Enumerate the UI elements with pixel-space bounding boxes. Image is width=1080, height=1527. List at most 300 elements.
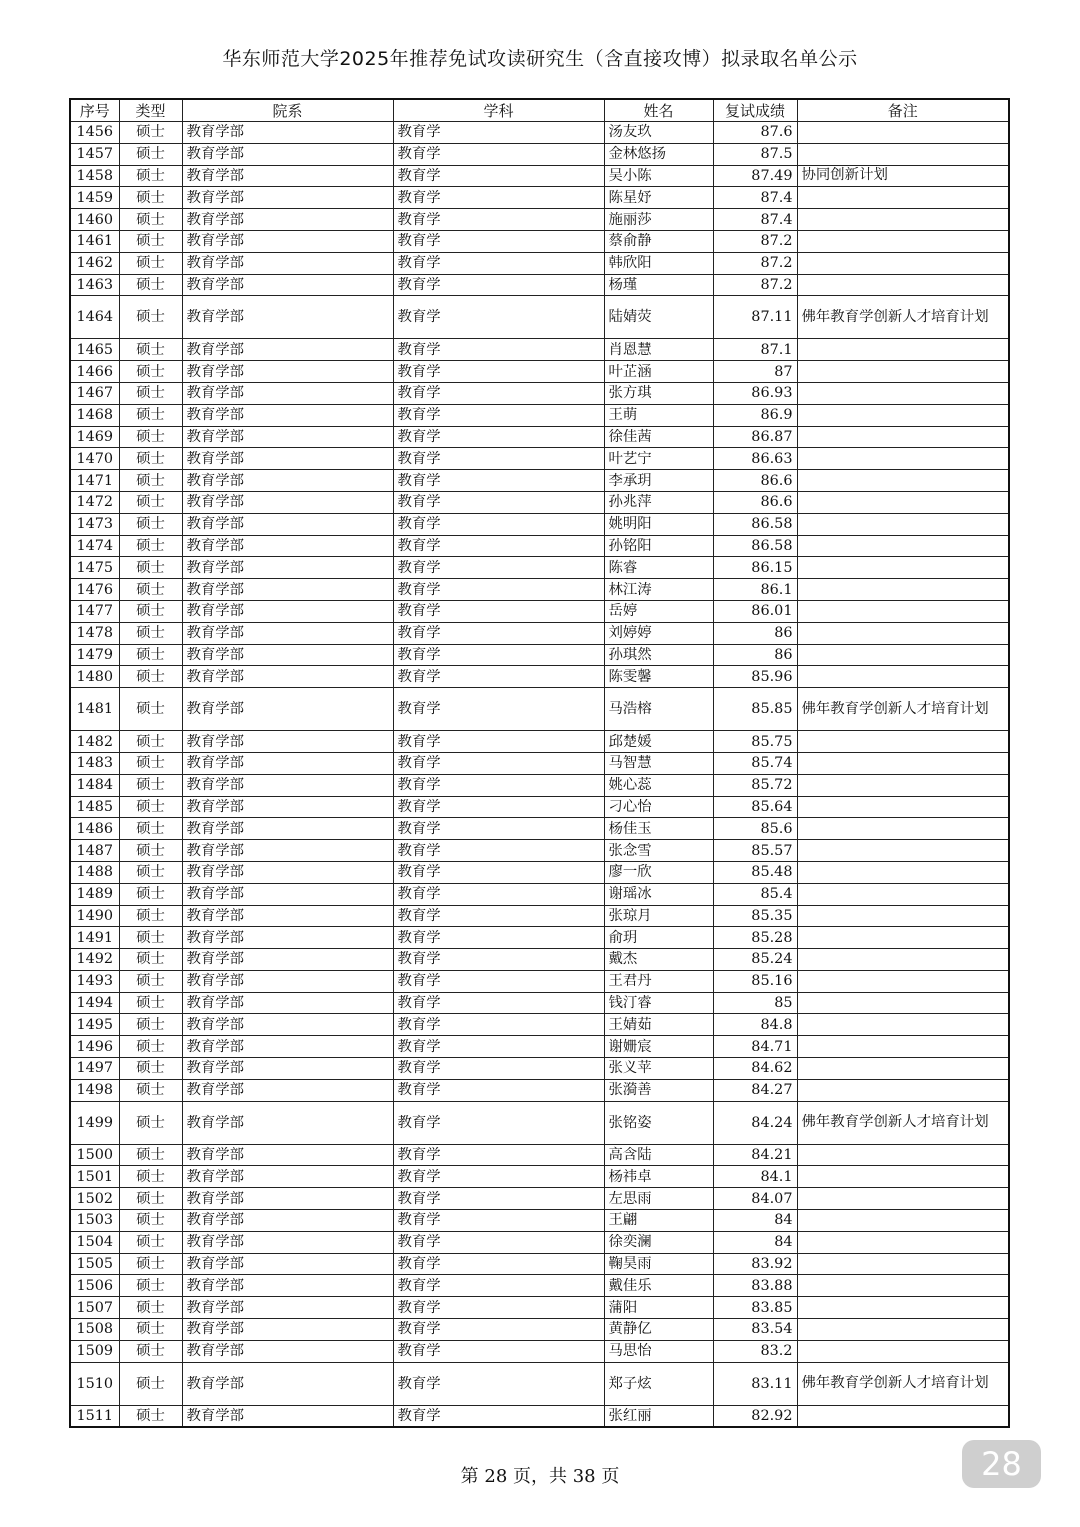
cell-dept: 教育学部 bbox=[182, 688, 393, 731]
table-row bbox=[70, 905, 1009, 927]
table-row bbox=[70, 752, 1009, 774]
cell-no: 1493 bbox=[70, 970, 119, 992]
cell-subject: 教育学 bbox=[393, 1166, 604, 1188]
cell-remark bbox=[797, 1079, 1009, 1101]
table-row bbox=[70, 1058, 1009, 1080]
table-row bbox=[70, 143, 1009, 165]
cell-subject: 教育学 bbox=[393, 949, 604, 971]
cell-dept: 教育学部 bbox=[182, 470, 393, 492]
cell-score: 87.49 bbox=[713, 165, 797, 187]
table-row bbox=[70, 1340, 1009, 1362]
table-row bbox=[70, 1231, 1009, 1253]
cell-remark bbox=[797, 1014, 1009, 1036]
cell-score: 84.07 bbox=[713, 1188, 797, 1210]
cell-no: 1480 bbox=[70, 666, 119, 688]
cell-no: 1463 bbox=[70, 274, 119, 296]
cell-score: 83.2 bbox=[713, 1340, 797, 1362]
cell-remark bbox=[797, 949, 1009, 971]
cell-subject: 教育学 bbox=[393, 1405, 604, 1427]
cell-score: 85.4 bbox=[713, 883, 797, 905]
cell-no: 1490 bbox=[70, 905, 119, 927]
admission-table-container bbox=[69, 98, 1008, 1428]
cell-remark: 佛年教育学创新人才培育计划 bbox=[797, 688, 1009, 731]
cell-name: 陆婧荧 bbox=[604, 296, 713, 339]
cell-no: 1471 bbox=[70, 470, 119, 492]
cell-name: 张方琪 bbox=[604, 382, 713, 404]
cell-remark bbox=[797, 404, 1009, 426]
cell-remark bbox=[797, 1405, 1009, 1427]
cell-no: 1473 bbox=[70, 513, 119, 535]
cell-remark bbox=[797, 448, 1009, 470]
cell-remark: 佛年教育学创新人才培育计划 bbox=[797, 1101, 1009, 1144]
cell-remark: 佛年教育学创新人才培育计划 bbox=[797, 1362, 1009, 1405]
table-row bbox=[70, 426, 1009, 448]
cell-dept: 教育学部 bbox=[182, 1297, 393, 1319]
cell-remark bbox=[797, 622, 1009, 644]
table-row bbox=[70, 927, 1009, 949]
cell-remark bbox=[797, 992, 1009, 1014]
cell-no: 1468 bbox=[70, 404, 119, 426]
cell-score: 83.54 bbox=[713, 1319, 797, 1341]
cell-subject: 教育学 bbox=[393, 861, 604, 883]
table-row bbox=[70, 1079, 1009, 1101]
cell-name: 姚心蕊 bbox=[604, 774, 713, 796]
cell-remark bbox=[797, 1275, 1009, 1297]
cell-score: 84 bbox=[713, 1231, 797, 1253]
cell-score: 84.27 bbox=[713, 1079, 797, 1101]
cell-score: 87.1 bbox=[713, 339, 797, 361]
cell-dept: 教育学部 bbox=[182, 1188, 393, 1210]
cell-dept: 教育学部 bbox=[182, 361, 393, 383]
cell-subject: 教育学 bbox=[393, 1036, 604, 1058]
cell-subject: 教育学 bbox=[393, 143, 604, 165]
cell-name: 陈星妤 bbox=[604, 187, 713, 209]
cell-score: 87.2 bbox=[713, 252, 797, 274]
cell-remark bbox=[797, 883, 1009, 905]
cell-score: 83.92 bbox=[713, 1253, 797, 1275]
table-row bbox=[70, 491, 1009, 513]
cell-name: 施丽莎 bbox=[604, 209, 713, 231]
cell-type: 硕士 bbox=[119, 252, 182, 274]
table-row bbox=[70, 666, 1009, 688]
cell-dept: 教育学部 bbox=[182, 426, 393, 448]
cell-type: 硕士 bbox=[119, 1036, 182, 1058]
cell-name: 蒲阳 bbox=[604, 1297, 713, 1319]
cell-score: 86.9 bbox=[713, 404, 797, 426]
cell-remark bbox=[797, 1036, 1009, 1058]
cell-name: 岳婷 bbox=[604, 600, 713, 622]
cell-name: 马思怡 bbox=[604, 1340, 713, 1362]
cell-no: 1500 bbox=[70, 1144, 119, 1166]
cell-score: 83.88 bbox=[713, 1275, 797, 1297]
cell-type: 硕士 bbox=[119, 209, 182, 231]
cell-subject: 教育学 bbox=[393, 361, 604, 383]
cell-no: 1461 bbox=[70, 230, 119, 252]
cell-name: 吴小陈 bbox=[604, 165, 713, 187]
cell-remark bbox=[797, 122, 1009, 144]
cell-no: 1482 bbox=[70, 731, 119, 753]
cell-remark bbox=[797, 470, 1009, 492]
cell-no: 1481 bbox=[70, 688, 119, 731]
cell-subject: 教育学 bbox=[393, 230, 604, 252]
cell-dept: 教育学部 bbox=[182, 731, 393, 753]
cell-no: 1497 bbox=[70, 1058, 119, 1080]
cell-remark bbox=[797, 1319, 1009, 1341]
cell-type: 硕士 bbox=[119, 1144, 182, 1166]
table-row bbox=[70, 1036, 1009, 1058]
cell-subject: 教育学 bbox=[393, 774, 604, 796]
cell-score: 87.5 bbox=[713, 143, 797, 165]
table-row bbox=[70, 209, 1009, 231]
cell-remark bbox=[797, 840, 1009, 862]
cell-dept: 教育学部 bbox=[182, 535, 393, 557]
cell-subject: 教育学 bbox=[393, 426, 604, 448]
cell-score: 86.01 bbox=[713, 600, 797, 622]
col-header-dept: 院系 bbox=[182, 99, 393, 122]
cell-no: 1510 bbox=[70, 1362, 119, 1405]
cell-dept: 教育学部 bbox=[182, 840, 393, 862]
cell-type: 硕士 bbox=[119, 1362, 182, 1405]
cell-type: 硕士 bbox=[119, 274, 182, 296]
cell-name: 俞玥 bbox=[604, 927, 713, 949]
cell-name: 马智慧 bbox=[604, 752, 713, 774]
cell-type: 硕士 bbox=[119, 731, 182, 753]
cell-subject: 教育学 bbox=[393, 1362, 604, 1405]
cell-name: 李承玥 bbox=[604, 470, 713, 492]
cell-type: 硕士 bbox=[119, 861, 182, 883]
cell-name: 张念雪 bbox=[604, 840, 713, 862]
cell-dept: 教育学部 bbox=[182, 122, 393, 144]
cell-name: 戴佳乐 bbox=[604, 1275, 713, 1297]
table-row bbox=[70, 535, 1009, 557]
cell-no: 1498 bbox=[70, 1079, 119, 1101]
table-row bbox=[70, 1297, 1009, 1319]
cell-type: 硕士 bbox=[119, 1275, 182, 1297]
cell-subject: 教育学 bbox=[393, 1079, 604, 1101]
cell-dept: 教育学部 bbox=[182, 1362, 393, 1405]
cell-name: 张义苹 bbox=[604, 1058, 713, 1080]
cell-no: 1501 bbox=[70, 1166, 119, 1188]
cell-name: 杨佳玉 bbox=[604, 818, 713, 840]
cell-no: 1508 bbox=[70, 1319, 119, 1341]
cell-remark bbox=[797, 1340, 1009, 1362]
cell-type: 硕士 bbox=[119, 143, 182, 165]
cell-dept: 教育学部 bbox=[182, 622, 393, 644]
cell-subject: 教育学 bbox=[393, 382, 604, 404]
cell-dept: 教育学部 bbox=[182, 1101, 393, 1144]
cell-type: 硕士 bbox=[119, 818, 182, 840]
cell-dept: 教育学部 bbox=[182, 1275, 393, 1297]
cell-subject: 教育学 bbox=[393, 1188, 604, 1210]
cell-dept: 教育学部 bbox=[182, 774, 393, 796]
cell-subject: 教育学 bbox=[393, 122, 604, 144]
cell-dept: 教育学部 bbox=[182, 1340, 393, 1362]
cell-no: 1457 bbox=[70, 143, 119, 165]
table-row bbox=[70, 230, 1009, 252]
cell-type: 硕士 bbox=[119, 774, 182, 796]
cell-name: 杨瑾 bbox=[604, 274, 713, 296]
cell-score: 85.24 bbox=[713, 949, 797, 971]
cell-remark bbox=[797, 1231, 1009, 1253]
cell-score: 85 bbox=[713, 992, 797, 1014]
cell-dept: 教育学部 bbox=[182, 1036, 393, 1058]
cell-score: 86.15 bbox=[713, 557, 797, 579]
cell-remark bbox=[797, 339, 1009, 361]
cell-name: 郑子炫 bbox=[604, 1362, 713, 1405]
table-row bbox=[70, 187, 1009, 209]
cell-no: 1470 bbox=[70, 448, 119, 470]
cell-subject: 教育学 bbox=[393, 187, 604, 209]
cell-score: 86.87 bbox=[713, 426, 797, 448]
cell-dept: 教育学部 bbox=[182, 600, 393, 622]
cell-score: 86.63 bbox=[713, 448, 797, 470]
cell-name: 戴杰 bbox=[604, 949, 713, 971]
cell-dept: 教育学部 bbox=[182, 666, 393, 688]
cell-remark bbox=[797, 535, 1009, 557]
cell-remark bbox=[797, 861, 1009, 883]
cell-subject: 教育学 bbox=[393, 818, 604, 840]
cell-type: 硕士 bbox=[119, 1058, 182, 1080]
cell-type: 硕士 bbox=[119, 905, 182, 927]
cell-type: 硕士 bbox=[119, 1297, 182, 1319]
cell-score: 86.1 bbox=[713, 579, 797, 601]
cell-type: 硕士 bbox=[119, 382, 182, 404]
table-row bbox=[70, 1362, 1009, 1405]
cell-score: 85.85 bbox=[713, 688, 797, 731]
cell-name: 张铭姿 bbox=[604, 1101, 713, 1144]
cell-type: 硕士 bbox=[119, 600, 182, 622]
cell-subject: 教育学 bbox=[393, 404, 604, 426]
cell-no: 1496 bbox=[70, 1036, 119, 1058]
table-row bbox=[70, 1275, 1009, 1297]
cell-score: 87.2 bbox=[713, 230, 797, 252]
cell-score: 86.6 bbox=[713, 470, 797, 492]
cell-type: 硕士 bbox=[119, 448, 182, 470]
cell-name: 刘婷婷 bbox=[604, 622, 713, 644]
cell-no: 1465 bbox=[70, 339, 119, 361]
cell-type: 硕士 bbox=[119, 1253, 182, 1275]
cell-name: 叶芷涵 bbox=[604, 361, 713, 383]
cell-type: 硕士 bbox=[119, 1210, 182, 1232]
cell-no: 1467 bbox=[70, 382, 119, 404]
cell-name: 孙铭阳 bbox=[604, 535, 713, 557]
table-row bbox=[70, 688, 1009, 731]
cell-subject: 教育学 bbox=[393, 1058, 604, 1080]
cell-score: 82.92 bbox=[713, 1405, 797, 1427]
cell-type: 硕士 bbox=[119, 513, 182, 535]
cell-subject: 教育学 bbox=[393, 883, 604, 905]
cell-subject: 教育学 bbox=[393, 1014, 604, 1036]
cell-subject: 教育学 bbox=[393, 905, 604, 927]
cell-subject: 教育学 bbox=[393, 557, 604, 579]
cell-no: 1484 bbox=[70, 774, 119, 796]
cell-name: 姚明阳 bbox=[604, 513, 713, 535]
cell-score: 85.74 bbox=[713, 752, 797, 774]
cell-dept: 教育学部 bbox=[182, 1405, 393, 1427]
cell-dept: 教育学部 bbox=[182, 644, 393, 666]
cell-no: 1464 bbox=[70, 296, 119, 339]
cell-no: 1462 bbox=[70, 252, 119, 274]
table-row bbox=[70, 970, 1009, 992]
table-row bbox=[70, 992, 1009, 1014]
cell-remark bbox=[797, 252, 1009, 274]
cell-dept: 教育学部 bbox=[182, 1014, 393, 1036]
table-header-row bbox=[70, 99, 1009, 122]
cell-no: 1488 bbox=[70, 861, 119, 883]
cell-dept: 教育学部 bbox=[182, 274, 393, 296]
cell-type: 硕士 bbox=[119, 339, 182, 361]
cell-dept: 教育学部 bbox=[182, 861, 393, 883]
cell-name: 陈雯馨 bbox=[604, 666, 713, 688]
cell-subject: 教育学 bbox=[393, 688, 604, 731]
cell-subject: 教育学 bbox=[393, 752, 604, 774]
cell-name: 刁心怡 bbox=[604, 796, 713, 818]
cell-type: 硕士 bbox=[119, 1014, 182, 1036]
cell-name: 廖一欣 bbox=[604, 861, 713, 883]
cell-subject: 教育学 bbox=[393, 796, 604, 818]
cell-no: 1509 bbox=[70, 1340, 119, 1362]
cell-subject: 教育学 bbox=[393, 1275, 604, 1297]
cell-type: 硕士 bbox=[119, 1319, 182, 1341]
cell-remark bbox=[797, 970, 1009, 992]
cell-type: 硕士 bbox=[119, 992, 182, 1014]
col-header-type: 类型 bbox=[119, 99, 182, 122]
cell-score: 84.1 bbox=[713, 1166, 797, 1188]
cell-remark bbox=[797, 731, 1009, 753]
table-row bbox=[70, 1144, 1009, 1166]
cell-type: 硕士 bbox=[119, 165, 182, 187]
cell-no: 1485 bbox=[70, 796, 119, 818]
table-row bbox=[70, 1210, 1009, 1232]
cell-remark bbox=[797, 143, 1009, 165]
cell-score: 85.48 bbox=[713, 861, 797, 883]
table-row bbox=[70, 382, 1009, 404]
table-row bbox=[70, 818, 1009, 840]
cell-name: 左思雨 bbox=[604, 1188, 713, 1210]
cell-score: 85.64 bbox=[713, 796, 797, 818]
cell-dept: 教育学部 bbox=[182, 579, 393, 601]
cell-remark bbox=[797, 491, 1009, 513]
cell-no: 1456 bbox=[70, 122, 119, 144]
cell-score: 87.11 bbox=[713, 296, 797, 339]
cell-remark bbox=[797, 426, 1009, 448]
cell-dept: 教育学部 bbox=[182, 382, 393, 404]
cell-dept: 教育学部 bbox=[182, 1319, 393, 1341]
cell-type: 硕士 bbox=[119, 644, 182, 666]
cell-type: 硕士 bbox=[119, 1079, 182, 1101]
cell-name: 鞠昊雨 bbox=[604, 1253, 713, 1275]
cell-no: 1487 bbox=[70, 840, 119, 862]
cell-type: 硕士 bbox=[119, 426, 182, 448]
cell-type: 硕士 bbox=[119, 927, 182, 949]
cell-score: 85.16 bbox=[713, 970, 797, 992]
cell-name: 王君丹 bbox=[604, 970, 713, 992]
table-row bbox=[70, 448, 1009, 470]
cell-name: 陈睿 bbox=[604, 557, 713, 579]
cell-subject: 教育学 bbox=[393, 339, 604, 361]
cell-score: 84.21 bbox=[713, 1144, 797, 1166]
cell-remark bbox=[797, 1144, 1009, 1166]
cell-no: 1472 bbox=[70, 491, 119, 513]
cell-no: 1459 bbox=[70, 187, 119, 209]
cell-score: 84.62 bbox=[713, 1058, 797, 1080]
cell-type: 硕士 bbox=[119, 1101, 182, 1144]
cell-dept: 教育学部 bbox=[182, 752, 393, 774]
cell-remark bbox=[797, 666, 1009, 688]
table-row bbox=[70, 361, 1009, 383]
table-row bbox=[70, 1253, 1009, 1275]
cell-remark: 佛年教育学创新人才培育计划 bbox=[797, 296, 1009, 339]
cell-score: 86.6 bbox=[713, 491, 797, 513]
cell-no: 1503 bbox=[70, 1210, 119, 1232]
table-row bbox=[70, 1166, 1009, 1188]
cell-no: 1502 bbox=[70, 1188, 119, 1210]
cell-remark bbox=[797, 752, 1009, 774]
cell-type: 硕士 bbox=[119, 666, 182, 688]
cell-remark bbox=[797, 230, 1009, 252]
table-row bbox=[70, 644, 1009, 666]
cell-remark bbox=[797, 1210, 1009, 1232]
cell-no: 1494 bbox=[70, 992, 119, 1014]
cell-subject: 教育学 bbox=[393, 252, 604, 274]
col-header-subject: 学科 bbox=[393, 99, 604, 122]
cell-type: 硕士 bbox=[119, 1340, 182, 1362]
cell-score: 87.2 bbox=[713, 274, 797, 296]
table-row bbox=[70, 1014, 1009, 1036]
cell-remark bbox=[797, 1297, 1009, 1319]
cell-dept: 教育学部 bbox=[182, 1231, 393, 1253]
cell-subject: 教育学 bbox=[393, 448, 604, 470]
cell-name: 邱楚媛 bbox=[604, 731, 713, 753]
col-header-score: 复试成绩 bbox=[713, 99, 797, 122]
table-row bbox=[70, 513, 1009, 535]
cell-subject: 教育学 bbox=[393, 470, 604, 492]
cell-dept: 教育学部 bbox=[182, 970, 393, 992]
cell-type: 硕士 bbox=[119, 1231, 182, 1253]
table-row bbox=[70, 165, 1009, 187]
cell-subject: 教育学 bbox=[393, 666, 604, 688]
cell-no: 1474 bbox=[70, 535, 119, 557]
cell-type: 硕士 bbox=[119, 796, 182, 818]
cell-dept: 教育学部 bbox=[182, 165, 393, 187]
table-row bbox=[70, 840, 1009, 862]
cell-name: 黄静亿 bbox=[604, 1319, 713, 1341]
cell-type: 硕士 bbox=[119, 883, 182, 905]
cell-type: 硕士 bbox=[119, 970, 182, 992]
cell-score: 83.85 bbox=[713, 1297, 797, 1319]
table-row bbox=[70, 622, 1009, 644]
cell-score: 85.75 bbox=[713, 731, 797, 753]
cell-score: 87.4 bbox=[713, 209, 797, 231]
cell-type: 硕士 bbox=[119, 1405, 182, 1427]
table-row bbox=[70, 949, 1009, 971]
cell-no: 1458 bbox=[70, 165, 119, 187]
cell-name: 韩欣阳 bbox=[604, 252, 713, 274]
cell-no: 1469 bbox=[70, 426, 119, 448]
cell-name: 徐奕澜 bbox=[604, 1231, 713, 1253]
cell-name: 高含陆 bbox=[604, 1144, 713, 1166]
cell-score: 86 bbox=[713, 644, 797, 666]
cell-remark bbox=[797, 818, 1009, 840]
cell-name: 钱汀睿 bbox=[604, 992, 713, 1014]
cell-remark bbox=[797, 774, 1009, 796]
cell-dept: 教育学部 bbox=[182, 818, 393, 840]
cell-no: 1483 bbox=[70, 752, 119, 774]
cell-no: 1504 bbox=[70, 1231, 119, 1253]
cell-dept: 教育学部 bbox=[182, 448, 393, 470]
cell-subject: 教育学 bbox=[393, 1297, 604, 1319]
cell-type: 硕士 bbox=[119, 535, 182, 557]
